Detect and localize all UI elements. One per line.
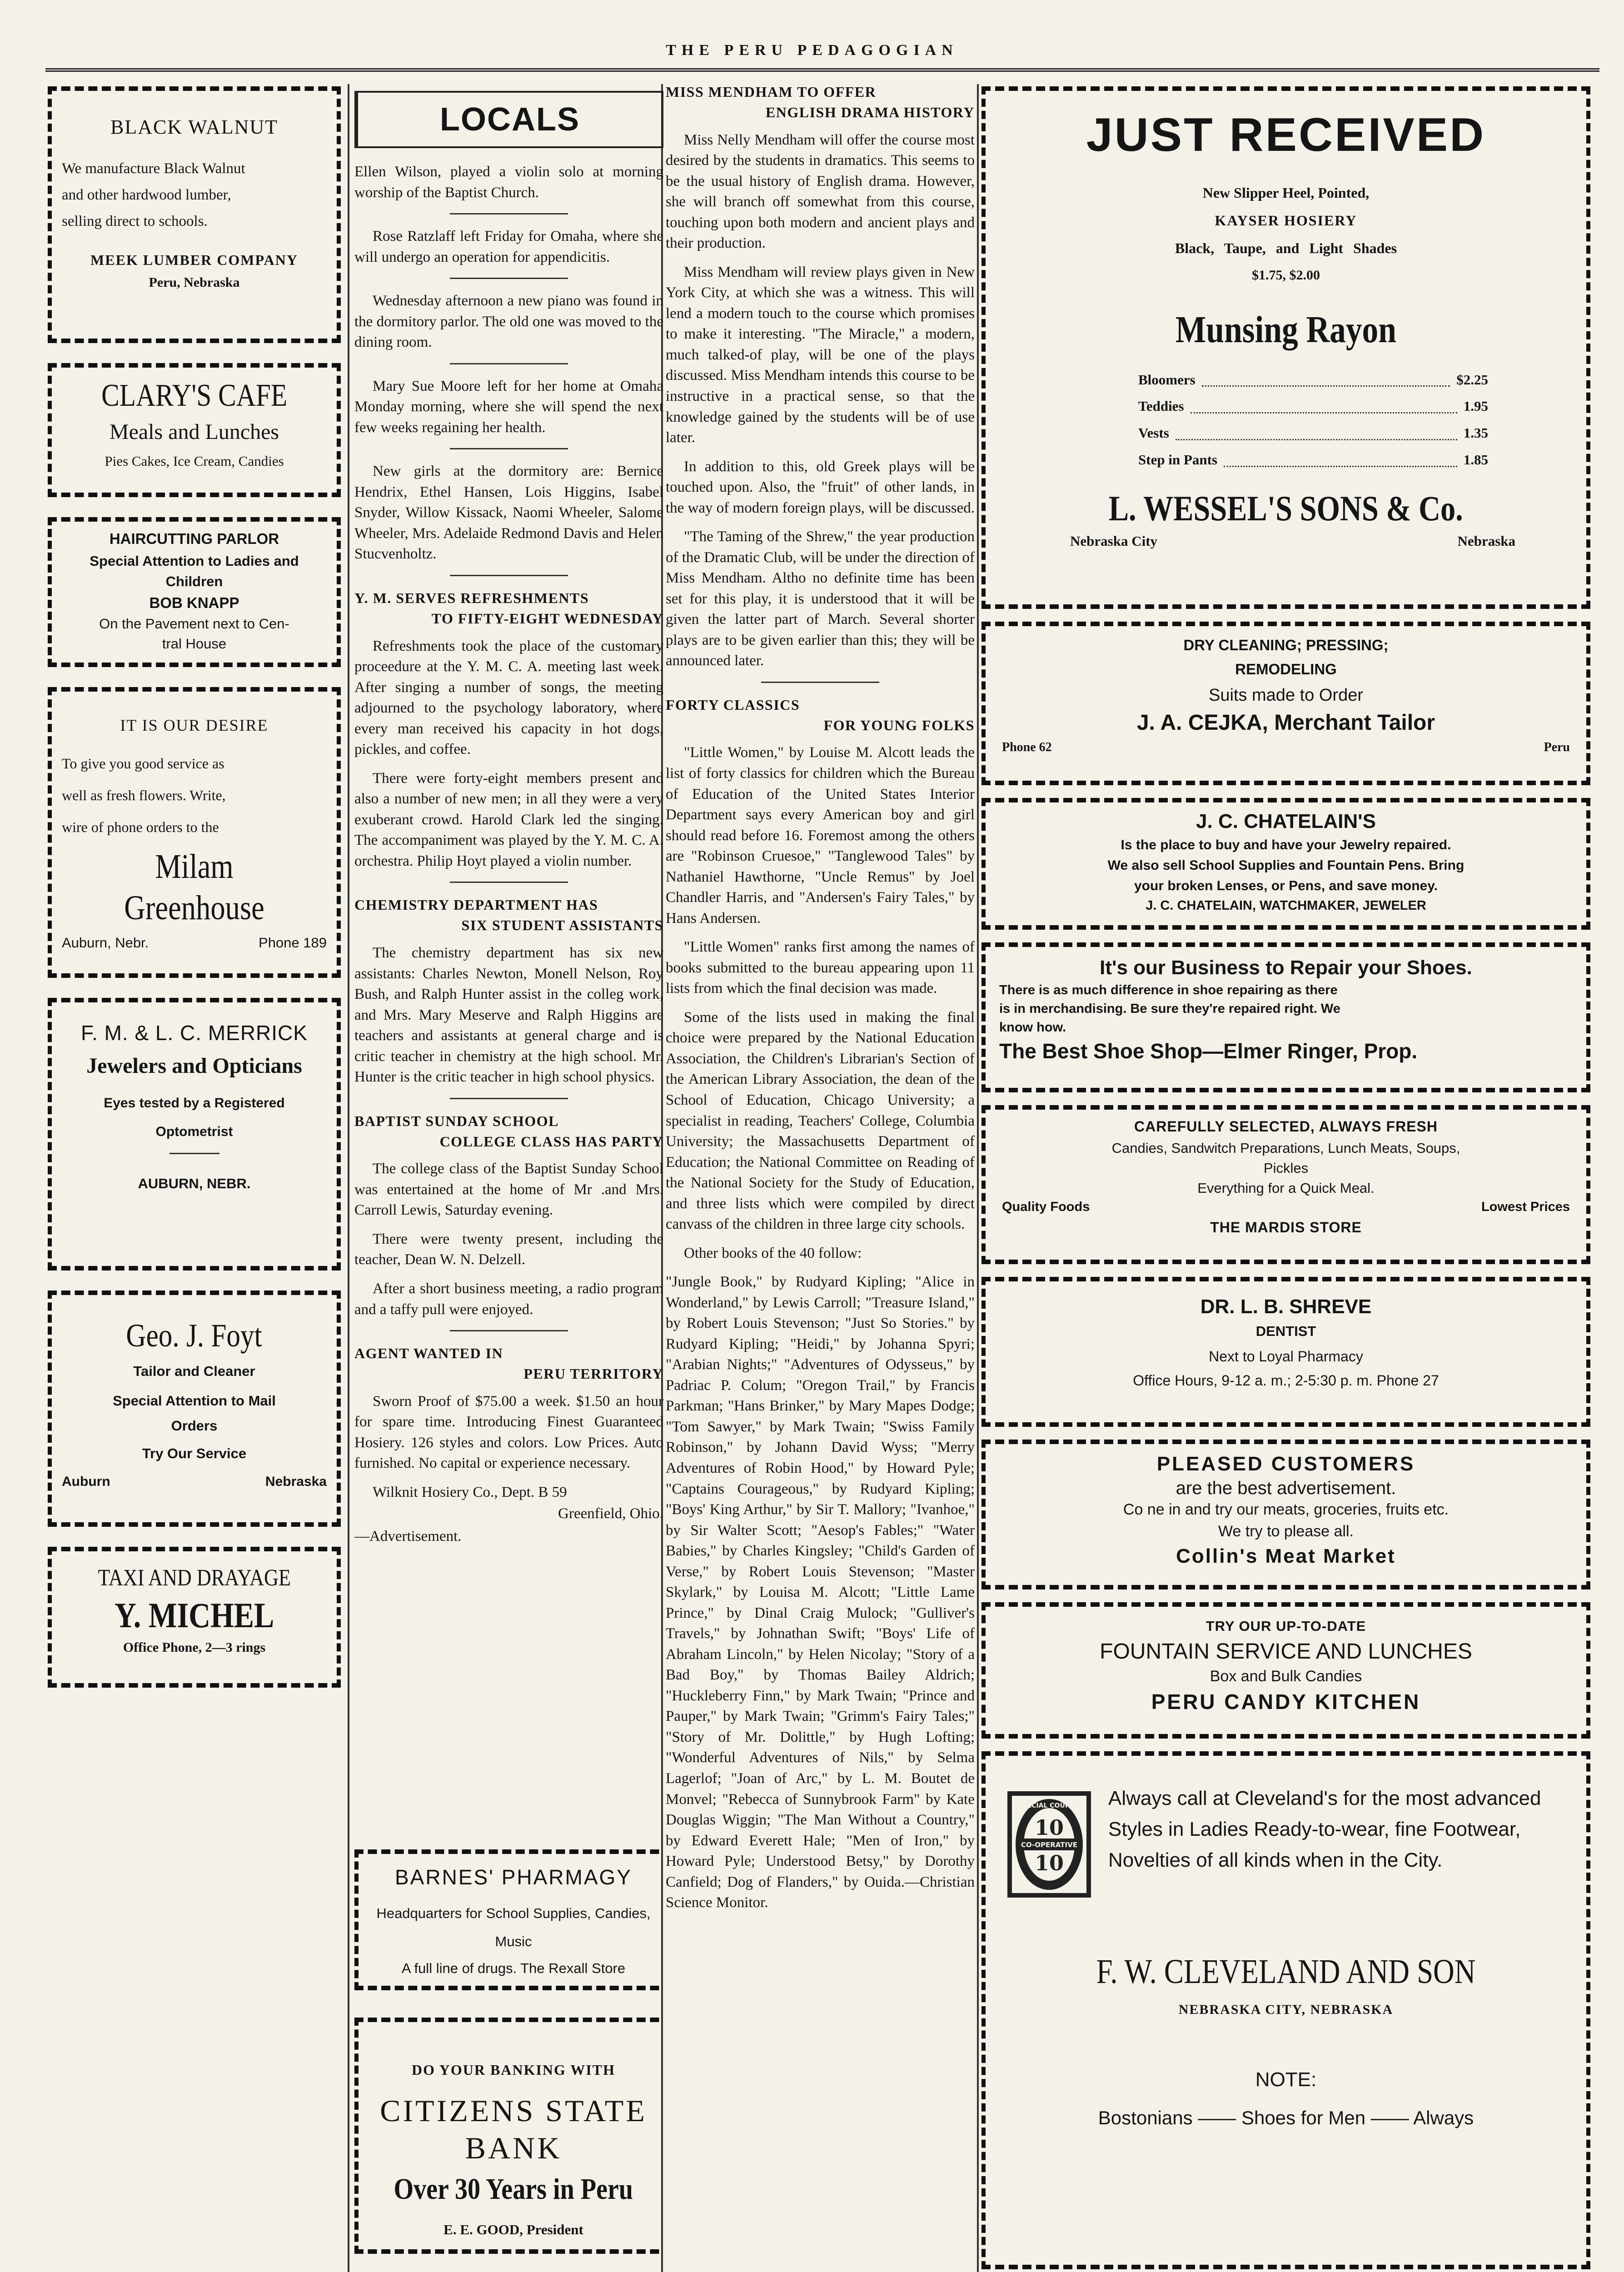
local-item: Ellen Wilson, played a violin solo at morning worship of the Baptist Church.: [354, 164, 663, 201]
ad-line: REMODELING: [1235, 660, 1337, 678]
price-row: [1138, 420, 1488, 447]
ad-merrick: [48, 998, 341, 1271]
headline-line: FOR YOUNG FOLKS: [823, 717, 975, 733]
ad-line: Orders: [171, 1417, 218, 1434]
article-para: Sworn Proof of $75.00 a week. $1.50 an hour for spare time. Introducing Finest Guaranteed Hosiery. 126 styles and colors. Low Prices. Auto furnished. No capital or experience necessary.: [354, 1393, 663, 1472]
ad-line: To give you good service as: [62, 755, 224, 772]
seal-number-top: 10: [1034, 1815, 1064, 1840]
seal-text-top: SPECIAL COUPON: [1018, 1802, 1081, 1809]
ad-title: IT IS OUR DESIRE: [120, 716, 269, 734]
column-2: [354, 91, 663, 2272]
article-para: After a short business meeting, a radio program and a taffy pull were enjoyed.: [354, 1280, 663, 1318]
ad-note: NOTE:: [1255, 2068, 1317, 2091]
ad-line: New Slipper Heel, Pointed,: [1202, 184, 1370, 201]
ad-line: is in merchandising. Be sure they're repaired right. We: [999, 1001, 1340, 1016]
ad-line: Children: [165, 573, 223, 589]
ad-sub: Meals and Lunches: [109, 420, 279, 444]
ad-title: JUST RECEIVED: [1086, 109, 1486, 161]
ad-line: Black, Taupe, and Light Shades: [1175, 239, 1397, 256]
ad-city: NEBRASKA CITY, NEBRASKA: [1178, 2002, 1394, 2018]
ad-clarys-cafe: [48, 363, 341, 497]
ad-foyt: [48, 1290, 341, 1527]
article-para: "The Taming of the Shrew," the year production of the Dramatic Club, will be under the direction of Miss Mendham. Altho no definite time has been set for this play, it is understood that it will be given the latter part of March. Several shorter plays are to be given earlier than this; they will be announced later.: [666, 528, 975, 669]
local-item: Wednesday afternoon a new piano was found in the dormitory parlor. The old one was moved to the dining room.: [354, 293, 663, 351]
article-para: Wilknit Hosiery Co., Dept. B 59: [373, 1484, 567, 1500]
divider: [450, 1098, 568, 1099]
ad-text: Always call at Cleveland's for the most advanced Styles in Ladies Ready-to-wear, fine Footwear, Novelties of all kinds when in the City.: [1108, 1787, 1541, 1872]
ad-chatelain: [981, 798, 1590, 930]
article-para: The chemistry department has six new assistants: Charles Newton, Monell Nelson, Roy Bush, and Ralph Hunter assist in the colleg work, and Mrs. Mary Meserve and Ralph Higgins are teachers and assistants at general charge and is critic teacher in chemistry at the high school. Mr. Hunter is the critic teacher in high school physics.: [354, 945, 663, 1086]
ad-line: Eyes tested by a Registered: [104, 1095, 285, 1111]
ad-company: MEEK LUMBER COMPANY: [90, 251, 298, 268]
seal-text-mid: CO-OPERATIVE: [1021, 1841, 1077, 1849]
price-item: Bloomers: [1138, 371, 1196, 388]
price-value: 1.35: [1463, 425, 1488, 441]
divider: [450, 448, 568, 449]
ad-line: Suits made to Order: [1208, 685, 1364, 705]
ad-name: F. W. CLEVELAND AND SON: [1096, 1953, 1476, 1991]
ad-b3: Always: [1413, 2107, 1474, 2128]
ad-line: selling direct to schools.: [62, 213, 208, 229]
ad-line: We try to please all.: [1218, 1522, 1354, 1540]
ad-black-walnut: [48, 86, 341, 343]
ad-city: Auburn, Nebr.: [62, 935, 149, 951]
article-para: There were forty-eight members present and also a number of new men; in all they were a very exuberant crowd. Harold Clark led the singing. The accompaniment was played by the Y. M. C. A. orchestra. Philip Hoyt played a violin number.: [354, 770, 663, 869]
ad-line: KAYSER HOSIERY: [1215, 212, 1357, 229]
price-leader: [1176, 420, 1457, 440]
ad-town: Peru: [1544, 740, 1570, 754]
price-row: [1138, 447, 1488, 473]
ad-name: BOB KNAPP: [149, 594, 239, 611]
article-para: "Jungle Book," by Rudyard Kipling; "Alice in Wonderland," by Lewis Carroll; "Treasure Island," by Robert Louis Stevenson; "Just So Stories." by Rudyard Kipling; "Heidi," by Johanna Spyri; "Arabian Nights;" "Adventures of Odysseus," by Padriac P. Colum; "Oregon Trail," by Francis Parkman; "Hans Brinker," by Mary Mapes Dodge; "Tom Sawyer," by Mark Twain; "Swiss Family Robinson," by Johann David Wyss; "Merry Adventures of Robin Hood," by Howard Pyle; "Captains Courageous," by Rudyard Kipling; "Boys' King Arthur," by Sir T. Mallory; "Ivanhoe," by Sir Walter Scott; "Aesop's Fables;" "Water Babies," by Charles Kingsley; "Child's Garden of Verse," by Robert Louis Stevenson; "Master Skylark," by Louisa M. Alcott; "Little Lame Prince," by Dinal Craig Mulock; "Gulliver's Travels," by Johnathan Swift; "Boys' Life of Abraham Lincoln," by Helen Nicolay; "Story of a Bad Boy," by Thomas Bailey Aldrich; "Huckleberry Finn," by Mark Twain; "Prince and Pauper," by Mark Twain; "Grimm's Fairy Tales;" "Story of Mr. Dolittle," by Hugh Lofting; "Wonderful Adventures of Nils," by Selma Lagerlof; "Joan of Arc," by L. M. Boutet de Monvel; "Rebecca of Sunnybrook Farm" by Kate Douglas Wiggin; "The Man Without a Country," by Edward Everett Hale; "Men of Iron," by Howard Pyle; Understood Betsy," by Dorothy Canfield; Dog of Flanders," by Ouida.—Christian Science Monitor.: [666, 1274, 975, 1911]
article-para: Refreshments took the place of the customary proceedure at the Y. M. C. A. meeting last week. After singing a number of songs, the meeting adjourned to the psychology laboratory, where every man received his capacity in hot dogs, pickles, and coffee.: [354, 638, 663, 758]
ad-b1: Bostonians: [1098, 2107, 1193, 2128]
headline-line: TO FIFTY-EIGHT WEDNESDAY: [431, 610, 663, 627]
ad-name: THE MARDIS STORE: [1210, 1219, 1362, 1236]
ad-city: Nebraska City: [1070, 533, 1158, 549]
ad-name: Milam Greenhouse: [124, 847, 264, 927]
ad-line: TRY OUR UP-TO-DATE: [1206, 1618, 1366, 1634]
column-3: [666, 82, 975, 2272]
article-para: "Little Women" ranks first among the names of books submitted to the bureau appearing upon 11 lists from which the final decision was made.: [666, 939, 975, 997]
ad-peru-candy-kitchen: [981, 1602, 1590, 1739]
ad-line: Office Hours, 9-12 a. m.; 2-5:30 p. m. Phone 27: [1133, 1372, 1439, 1389]
price-row: [1138, 367, 1488, 394]
ad-city: AUBURN, NEBR.: [138, 1175, 251, 1191]
ad-line: Headquarters for School Supplies, Candies, Music: [376, 1905, 651, 1950]
ad-b2: Shoes for Men: [1241, 2107, 1366, 2128]
ad-divider: [169, 1153, 219, 1154]
article-para: —Advertisement.: [354, 1528, 462, 1545]
ad-haircutting: [48, 517, 341, 667]
ad-footer: [1002, 737, 1570, 758]
ad-title: PLEASED CUSTOMERS: [1156, 1453, 1415, 1475]
ad-name: PERU CANDY KITCHEN: [1151, 1689, 1421, 1714]
ad-right: Lowest Prices: [1481, 1200, 1570, 1215]
ad-city: Auburn: [62, 1474, 110, 1489]
local-item: Mary Sue Moore left for her home at Omaha Monday morning, where she will spend the next few weeks regaining her health.: [354, 378, 663, 436]
divider: [450, 363, 568, 364]
ad-line: are the best advertisement.: [1176, 1478, 1396, 1499]
ad-name: Y. MICHEL: [114, 1595, 274, 1635]
ad-phone: Phone 62: [1002, 740, 1052, 754]
headline-line: SIX STUDENT ASSISTANTS: [461, 917, 663, 934]
ad-title: CLARY'S CAFE: [101, 378, 288, 413]
ad-name: Collin's Meat Market: [1176, 1545, 1396, 1567]
article-para: "Little Women," by Louise M. Alcott leads the list of forty classics for children which the Bureau of Education of the United States Interior Department says every American boy and girl should read before 16. Foremost among the others are "Robinson Cruesoe," "Tanglewood Tales" by Nathaniel Hawthorne, "Uncle Remus" by Joel Chandler Harris, and "Andersen's Fairy Tales," by Hans Andersen.: [666, 744, 975, 927]
ad-footer: [62, 932, 327, 954]
headline-line: PERU TERRITORY: [523, 1365, 663, 1382]
headline-line: COLLEGE CLASS HAS PARTY: [439, 1133, 663, 1150]
headline-line: BAPTIST SUNDAY SCHOOL: [354, 1112, 559, 1129]
price-leader: [1191, 393, 1457, 414]
ad-left: Quality Foods: [1002, 1200, 1090, 1215]
ad-line: DENTIST: [1255, 1323, 1316, 1340]
ad-state: Nebraska: [265, 1474, 327, 1489]
price-leader: [1224, 447, 1457, 467]
divider: [450, 575, 568, 576]
ad-cleveland: [981, 1751, 1590, 2269]
ad-sub: Jewelers and Opticians: [86, 1054, 302, 1078]
ad-line: CAREFULLY SELECTED, ALWAYS FRESH: [1134, 1118, 1438, 1135]
ad-line: your broken Lenses, or Pens, and save money.: [1134, 878, 1438, 894]
headline-line: Y. M. SERVES REFRESHMENTS: [354, 589, 589, 606]
price-leader: [1202, 367, 1450, 387]
ad-line: Special Attention to Ladies and: [90, 553, 299, 569]
dash: ——: [1192, 2107, 1241, 2128]
column-rule-1: [348, 84, 349, 2272]
ad-line: Is the place to buy and have your Jewelry repaired.: [1121, 837, 1451, 853]
ad-line: tral House: [162, 636, 227, 652]
coupon-seal-icon: [1004, 1788, 1095, 1901]
ad-title: It's our Business to Repair your Shoes.: [1100, 957, 1472, 979]
article-para: In addition to this, old Greek plays will be touched upon. Also, the "fruit" of other lands, in the way of modern foreign plays, will be discussed.: [666, 458, 975, 516]
headline-line: AGENT WANTED IN: [354, 1345, 503, 1362]
locals-heading: LOCALS: [354, 91, 663, 148]
ad-line: FOUNTAIN SERVICE AND LUNCHES: [1100, 1639, 1472, 1664]
article-para: Greenfield, Ohio.: [558, 1505, 663, 1522]
ad-line: There is as much difference in shoe repairing as there: [999, 983, 1338, 998]
ad-line: wire of phone orders to the: [62, 819, 219, 836]
ad-years: Over 30 Years in Peru: [394, 2172, 633, 2206]
column-1: [48, 86, 341, 2272]
ad-taxi-drayage: [48, 1547, 341, 1688]
ad-title: J. C. CHATELAIN'S: [1196, 810, 1376, 832]
headline-chem: [354, 895, 663, 936]
headline-line: FORTY CLASSICS: [666, 696, 800, 713]
ad-name: J. A. CEJKA, Merchant Tailor: [1136, 711, 1435, 735]
headline-line: MISS MENDHAM TO OFFER: [666, 84, 877, 100]
column-rule-3: [977, 84, 979, 2272]
ad-phone: Phone 189: [259, 935, 327, 951]
dash: ——: [1365, 2107, 1414, 2128]
ad-wessel: [981, 86, 1590, 609]
article-para: Some of the lists used in making the final choice were prepared by the National Education Association, the Children's Librarian's Section of the American Library Association, the dean of the School of Education, Chicago University; a specialist in reading, Teachers' College, Columbia University; the Massachusetts Department of Education; the National Committee on Reading of the National Society for the Study of Education, and three lists which were compiled by direct canvass of the children in three large city schools.: [666, 1009, 975, 1233]
article-para: Miss Mendham will review plays given in New York City, at which she was a witness. This will lend a modern touch to the course which promises to make it interesting. "The Miracle," a modern, much talked-of play, will be one of the plays discussed. Miss Mendham intends this course to be instructive in a practical sense, so that the knowledge gained by the students will be of use later.: [666, 264, 975, 446]
divider: [450, 882, 568, 883]
ad-state: Nebraska: [1457, 533, 1515, 549]
ad-bostonians: [1004, 2107, 1568, 2129]
ad-line: Box and Bulk Candies: [1210, 1667, 1362, 1685]
ad-president: E. E. GOOD, President: [443, 2221, 583, 2237]
local-item: New girls at the dormitory are: Bernice Hendrix, Ethel Hansen, Lois Higgins, Isabel Snyder, Willow Kissack, Naomi Wheeler, Salome Wheeler, Mrs. Adelaide Redmond Davis and Helen Stucvenholtz.: [354, 463, 663, 563]
ad-line: We also sell School Supplies and Fountain Pens. Bring: [1107, 858, 1465, 873]
ad-line: Try Our Service: [142, 1445, 247, 1462]
ad-line: A full line of drugs. The Rexall Store: [401, 1960, 626, 1977]
ad-footer: [1002, 1199, 1570, 1216]
ad-line: well as fresh flowers. Write,: [62, 787, 226, 803]
ad-mardis-store: [981, 1105, 1590, 1264]
headline-ym: [354, 588, 663, 629]
ad-line: DO YOUR BANKING WITH: [411, 2062, 616, 2078]
top-rule: [45, 68, 1599, 72]
headline-line: CHEMISTRY DEPARTMENT HAS: [354, 897, 598, 913]
ad-line: Next to Loyal Pharmacy: [1209, 1348, 1363, 1365]
ad-line: Tailor and Cleaner: [133, 1363, 255, 1380]
price-item: Vests: [1138, 425, 1169, 441]
divider: [450, 1330, 568, 1331]
ad-line: Special Attention to Mail: [113, 1392, 276, 1409]
ad-line: Pickles: [1263, 1160, 1309, 1176]
ad-cleveland-top: [1004, 1783, 1568, 1901]
headline-mendham: [666, 82, 975, 123]
ad-title: F. M. & L. C. MERRICK: [81, 1021, 308, 1045]
local-item: Rose Ratzlaff left Friday for Omaha, where she will undergo an operation for appendicitis.: [354, 228, 663, 265]
ad-line: Optometrist: [155, 1124, 233, 1139]
ad-name: The Best Shoe Shop—Elmer Ringer, Prop.: [999, 1039, 1418, 1063]
ad-footer: [1002, 530, 1570, 553]
price-item: Step in Pants: [1138, 452, 1217, 468]
ad-line: Co ne in and try our meats, groceries, fruits etc.: [1123, 1501, 1449, 1519]
divider: [450, 213, 568, 214]
ad-line: $1.75, $2.00: [1252, 267, 1320, 283]
price-value: 1.85: [1463, 452, 1488, 468]
divider: [761, 682, 879, 683]
article-para: There were twenty present, including the teacher, Dean W. N. Delzell.: [354, 1231, 663, 1268]
price-value: $2.25: [1456, 371, 1488, 388]
ad-brand: Munsing Rayon: [1175, 308, 1397, 351]
ad-line: On the Pavement next to Cen-: [99, 615, 289, 632]
ad-line: know how.: [999, 1020, 1066, 1035]
headline-line: ENGLISH DRAMA HISTORY: [765, 104, 975, 120]
ad-title: BARNES' PHARMAGY: [395, 1865, 632, 1889]
ad-items: Pies Cakes, Ice Cream, Candies: [105, 453, 284, 469]
ad-line: J. C. CHATELAIN, WATCHMAKER, JEWELER: [1146, 898, 1426, 913]
ad-name: CITIZENS STATE BANK: [380, 2093, 647, 2165]
article-para: Miss Nelly Mendham will offer the course most desired by the students in dramatics. This seems to be the usual history of English drama. However, she will branch off somewhat from this course, touching upon both modern and ancient plays and their production.: [666, 131, 975, 252]
ad-cejka: [981, 622, 1590, 785]
headline-agent: [354, 1343, 663, 1384]
seal-number-bottom: 10: [1034, 1851, 1064, 1875]
ad-name: L. WESSEL'S SONS & Co.: [1109, 488, 1463, 528]
price-row: [1138, 393, 1488, 420]
ad-phone: Office Phone, 2—3 rings: [123, 1639, 266, 1655]
ad-title: HAIRCUTTING PARLOR: [109, 530, 279, 547]
ad-title: BLACK WALNUT: [110, 116, 279, 138]
article-para: Other books of the 40 follow:: [684, 1245, 862, 1261]
ad-collins-meat-market: [981, 1440, 1590, 1589]
headline-baptist: [354, 1111, 663, 1152]
ad-citizens-bank: [354, 2018, 663, 2254]
ad-shoe-shop: [981, 942, 1590, 1092]
ad-footer: [62, 1471, 327, 1493]
ad-milam-greenhouse: [48, 687, 341, 978]
ad-title: TAXI AND DRAYAGE: [98, 1565, 291, 1591]
ad-title: Geo. J. Foyt: [126, 1317, 263, 1354]
divider: [450, 278, 568, 279]
ad-line: Candies, Sandwitch Preparations, Lunch Meats, Soups,: [1111, 1140, 1460, 1156]
ad-line: and other hardwood lumber,: [62, 187, 231, 204]
ad-place: Peru, Nebraska: [149, 274, 240, 290]
ad-barnes-pharmacy: [354, 1849, 663, 1990]
ad-line: We manufacture Black Walnut: [62, 160, 245, 177]
price-list: [1002, 367, 1570, 474]
ad-line: Everything for a Quick Meal.: [1197, 1180, 1375, 1196]
price-item: Teddies: [1138, 398, 1184, 414]
ad-line: DRY CLEANING; PRESSING;: [1183, 637, 1389, 653]
masthead: THE PERU PEDAGOGIAN: [666, 42, 958, 59]
ad-shreve: [981, 1277, 1590, 1427]
column-4: [981, 86, 1590, 2272]
price-value: 1.95: [1463, 398, 1488, 414]
article-para: The college class of the Baptist Sunday School was entertained at the home of Mr .and Mrs. Carroll Lewis, Saturday evening.: [354, 1161, 663, 1219]
ad-title: DR. L. B. SHREVE: [1200, 1295, 1372, 1318]
headline-forty: [666, 695, 975, 736]
